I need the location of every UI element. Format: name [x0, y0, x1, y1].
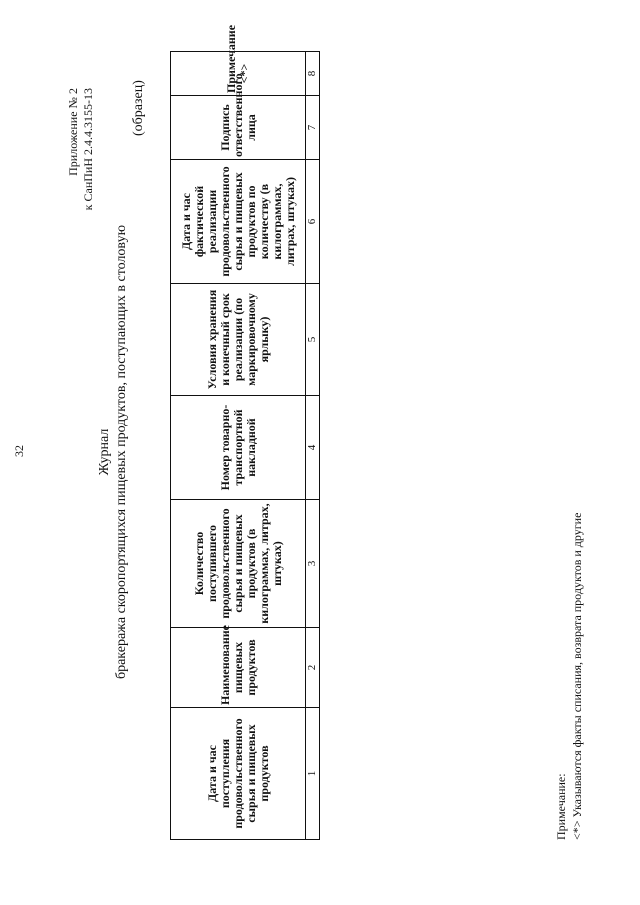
page-number: 32: [12, 445, 26, 457]
header-arrival-datetime: Дата и час поступления продовольственного сырья и пищевых продуктов: [171, 708, 306, 840]
journal-subtitle: бракеража скоропортящихся пищевых продуктов, поступающих в столовую: [114, 224, 129, 680]
column-number: 6: [306, 160, 320, 284]
column-number: 4: [306, 396, 320, 500]
header-waybill-number: Номер товарно-транспортной накладной: [171, 396, 306, 500]
header-responsible-signature: Подпись ответственного лица: [171, 96, 306, 160]
header-storage-conditions: Условия хранения и конечный срок реализации (по маркировочному ярлыку): [171, 284, 306, 396]
header-actual-sale-datetime: Дата и час фактической реализации продовольственного сырья и пищевых продуктов по количеству (в килограммах, литрах, штуках): [171, 160, 306, 284]
header-remark: Примечание <*>: [171, 52, 306, 96]
footnote-text: <*> Указываются факты списания, возврата продуктов и другие: [570, 512, 584, 840]
column-number: 7: [306, 96, 320, 160]
column-number: 3: [306, 500, 320, 628]
appendix-number: Приложение № 2: [66, 88, 80, 176]
column-number: 2: [306, 628, 320, 708]
footnote-label: Примечание:: [554, 773, 568, 840]
column-number: 1: [306, 708, 320, 840]
table-number-row: [306, 52, 320, 840]
document-page: [0, 2, 640, 902]
column-number: 8: [306, 52, 320, 96]
appendix-sanpin: к СанПиН 2.4.4.3155-13: [81, 88, 95, 211]
journal-table: [170, 24, 320, 840]
appendix-reference: [66, 88, 96, 210]
table-header-row: [171, 52, 306, 840]
column-number: 5: [306, 284, 320, 396]
header-product-name: Наименование пищевых продуктов: [171, 628, 306, 708]
journal-title: Журнал: [97, 428, 112, 476]
footnote: [553, 513, 585, 840]
sample-label: (образец): [131, 80, 146, 136]
header-quantity-received: Количество поступившего продовольственного сырья и пищевых продуктов (в килограммах, литрах, штуках): [171, 500, 306, 628]
